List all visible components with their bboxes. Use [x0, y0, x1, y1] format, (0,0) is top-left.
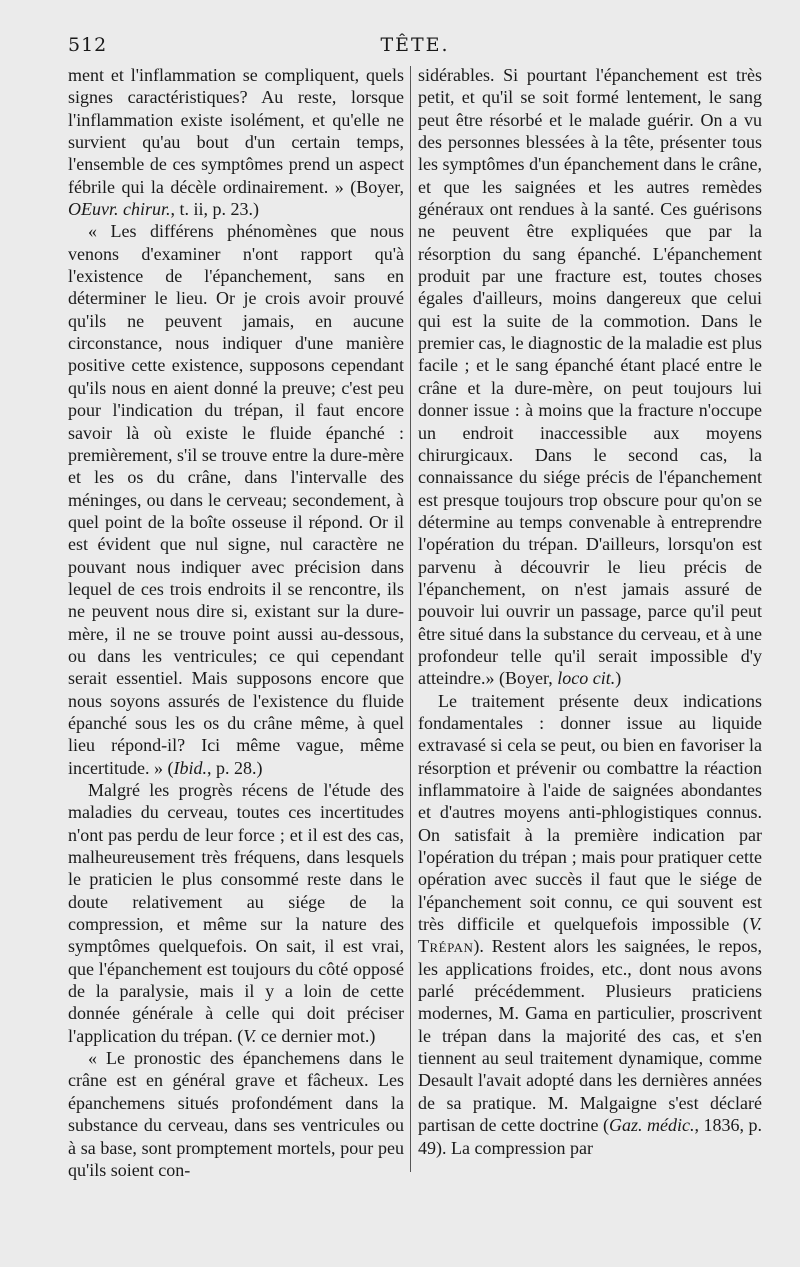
cross-reference-target: Trépan [418, 936, 474, 957]
left-column [68, 64, 404, 1181]
right-column [418, 64, 762, 1159]
citation-title: Ibid. [173, 757, 207, 778]
citation-title: loco cit. [557, 668, 616, 689]
paragraph-text: Le traitement présente deux indications fondamentales : donner issue au liquide extravasé si cela se peut, ou bien en favoriser la résorption et prévenir ou combattre la réaction inflammatoire à l'aide de saignées abondantes et d'autres moyens anti-phlogistiques connus. On satisfait à la première indication par l'opération du trépan ; mais pour pratiquer cette opération avec succès il faut que le siége de l'épanchement soit connu, ce qui souvent est très difficile et quelquefois impossible ( [418, 690, 762, 935]
left-paragraph-3 [68, 779, 404, 1047]
right-paragraph-2 [418, 690, 762, 1159]
citation-tail: ce dernier mot.) [256, 1025, 376, 1046]
citation-tail: , p. 28.) [206, 757, 263, 778]
citation-title: OEuvr. chirur. [68, 199, 171, 220]
cross-reference: V. [748, 914, 762, 935]
citation-title: Gaz. médic. [608, 1115, 695, 1136]
column-divider [410, 66, 411, 1172]
paragraph-text: , 1836, p. 49). La compression par [418, 1115, 762, 1158]
paragraph-text: « Le pronostic des épanchemens dans le crâne est en général grave et fâcheux. Les épanchemens situés profondément dans la substance du cerveau, dans ses ventricules ou à sa base, sont promptement mortels, pour peu qu'ils soient con- [68, 1048, 404, 1180]
page-number: 512 [68, 34, 108, 56]
paragraph-text: Malgré les progrès récens de l'étude des maladies du cerveau, toutes ces incertitudes n'ont pas perdu de leur force ; et il est des cas, malheureusement très fréquens, dans lesquels le praticien le plus consommé reste dans le doute relativement au siége de la compression, et même sur la nature des symptômes quelquefois. On sait, il est vrai, que l'épanchement est toujours du côté opposé de la paralysie, mais il y a loin de cette donnée générale à celle qui doit préciser l'application du trépan. ( [68, 780, 404, 1046]
cross-reference: V. [243, 1025, 257, 1046]
paragraph-text: ment et l'inflammation se compliquent, quels signes caractéristiques? Au reste, lorsque l'inflammation existe isolément, et qu'elle ne survient qu'au bout d'un certain temps, l'ensemble de ces symptômes prend un aspect fébrile qui la décèle ordinairement. » (Boyer, [68, 65, 404, 197]
right-paragraph-1 [418, 64, 762, 690]
paragraph-text: ). Restent alors les saignées, le repos, les applications froides, etc., dont nous avons parlé précédemment. Plusieurs praticiens modernes, M. Gama en particulier, proscrivent le trépan dans la majorité des cas, et s'en tiennent au seul traitement dynamique, comme Desault l'avait adopté dans les dernières années de sa pratique. M. Malgaigne s'est déclaré partisan de cette doctrine ( [418, 936, 762, 1136]
left-paragraph-2 [68, 220, 404, 779]
paragraph-text: « Les différens phénomènes que nous venons d'examiner n'ont rapport qu'à l'existence de l'épanchement, sans en déterminer le lieu. Or je crois avoir prouvé qu'ils ne peuvent jamais, en aucune circonstance, nous indiquer d'une manière positive cette existence, supposons cependant qu'ils nous en aient donné la preuve; c'est peu pour l'indication du trépan, il faut encore savoir là où existe le fluide épanché : premièrement, s'il se trouve entre la dure-mère et les os du crâne, dans l'intervalle des méninges, ou dans le cerveau; secondement, à quel point de la boîte osseuse il répond. Or il est évident que nul signe, nul caractère ne pouvant nous indiquer avec précision dans lequel de ces trois endroits il se rencontre, ils ne peuvent nous dire si, existant sur la dure-mère, il ne se trouve point aussi au-dessous, ou dans les ventricules; ce qui cependant serait essentiel. Mais supposons encore que nous soyons assurés de l'existence du fluide épanché sous les os du crâne même, à quel lieu répond-il? Ici même vague, même incertitude. » ( [68, 221, 404, 778]
page-header [68, 34, 762, 60]
running-title: TÊTE. [380, 34, 450, 56]
left-paragraph-1 [68, 64, 404, 220]
citation-tail: , t. ii, p. 23.) [170, 199, 259, 220]
citation-tail: ) [615, 668, 622, 689]
left-paragraph-4 [68, 1047, 404, 1181]
paragraph-text: sidérables. Si pourtant l'épanchement est très petit, et qu'il se soit formé lentement, le sang peut être résorbé et le malade guérir. On a vu des personnes blessées à la tête, présenter tous les symptômes d'un épanchement dans le crâne, et que les saignées et les autres remèdes généraux ont rendues à la santé. Ces guérisons ne peuvent être expliquées que par la résorption du sang épanché. L'épanchement produit par une fracture est, toutes choses égales d'ailleurs, moins dangereux que celui qui est la suite de la commotion. Dans le premier cas, le diagnostic de la maladie est plus facile ; et le sang épanché étant placé entre le crâne et la dure-mère, on peut toujours lui donner issue : à moins que la fracture n'occupe un endroit inaccessible aux moyens chirurgicaux. Dans le second cas, la connaissance du siége précis de l'épanchement est presque toujours trop obscure pour qu'on se détermine au temps convenable à entreprendre l'opération du trépan. D'ailleurs, lorsqu'on est parvenu à découvrir le lieu précis de l'épanchement, on n'est jamais assuré de pouvoir lui ouvrir un passage, parce qu'il peut être situé dans la substance du cerveau, et à une profondeur telle qu'il serait impossible d'y atteindre.» (Boyer, [418, 65, 762, 689]
